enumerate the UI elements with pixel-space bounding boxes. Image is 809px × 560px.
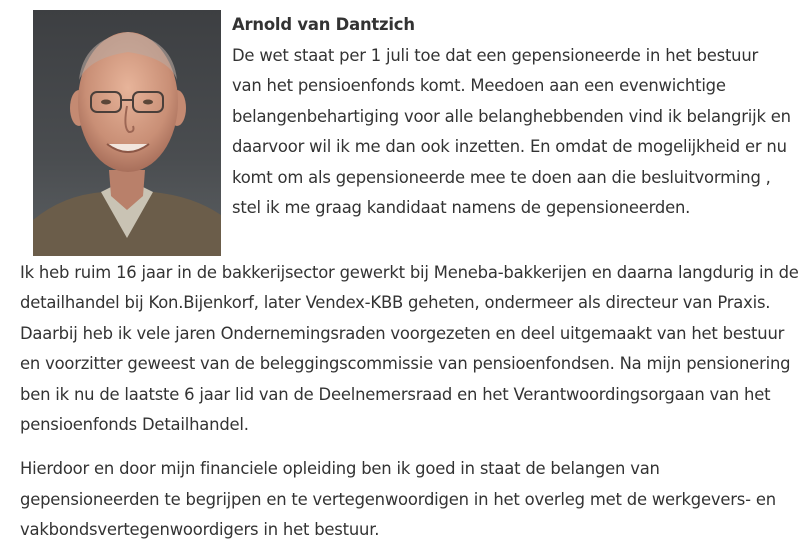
candidate-name: Arnold van Dantzich — [232, 15, 415, 34]
candidate-intro — [232, 10, 792, 224]
biography-paragraph: Hierdoor en door mijn financiele opleiding ben ik goed in staat de belangen van gepensioneerden te begrijpen en te vertegenwoordigen in het overleg met de werkgevers- en vakbondsvertegenwoordigers in het bestuur. — [20, 459, 776, 540]
candidate-biography — [20, 258, 800, 560]
biography-paragraph: Ik heb ruim 16 jaar in de bakkerijsector gewerkt bij Meneba-bakkerijen en daarna langdurig in de detailhandel bij Kon.Bijenkorf, later Vendex-KBB geheten, ondermeer als directeur van Praxis. Daarbij heb ik vele jaren Ondernemingsraden voorgezeten en deel uitgemaakt van het bestuur en voorzitter geweest van de beleggingscommissie van pensioenfondsen. Na mijn pensionering ben ik nu de laatste 6 jaar lid van de Deelnemersraad en het Verantwoordingsorgaan van het pensioenfonds Detailhandel. — [20, 263, 799, 435]
intro-text: De wet staat per 1 juli toe dat een gepensioneerde in het bestuur van het pensioenfonds komt. Meedoen aan een evenwichtige belangenbehartiging voor alle belanghebbenden vind ik belangrijk en daarvoor wil ik me dan ook inzetten. En omdat de mogelijkheid er nu komt om als gepensioneerde mee te doen aan die besluitvorming , stel ik me graag kandidaat namens de gepensioneerden. — [232, 45, 791, 217]
candidate-photo — [33, 10, 221, 256]
portrait-image — [33, 10, 221, 256]
